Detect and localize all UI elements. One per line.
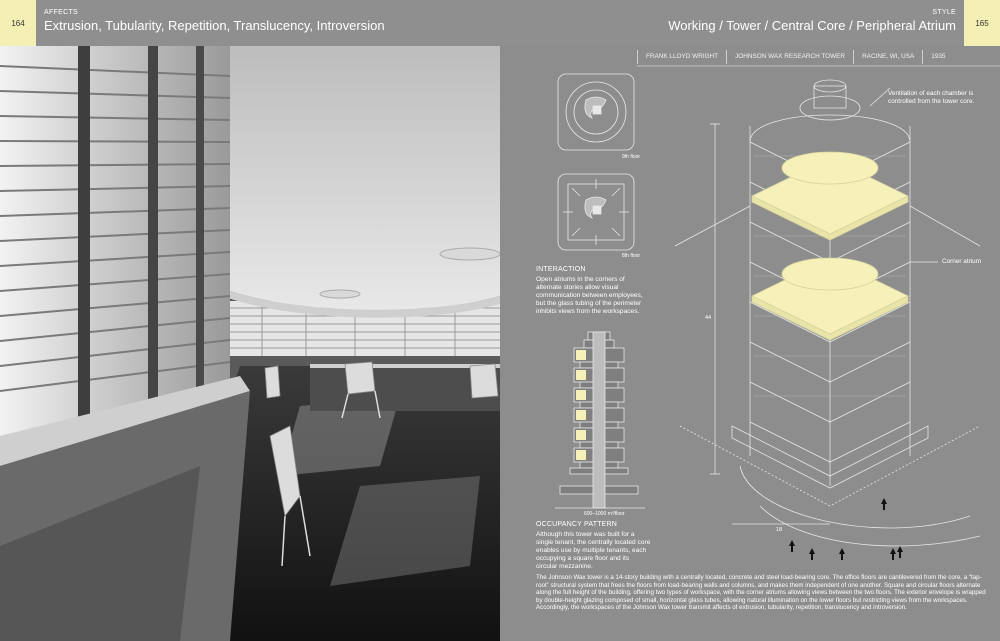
left-page-number: 164 [0, 0, 36, 46]
meta-year: 1935 [922, 50, 953, 64]
width-dimension: 18 [776, 527, 783, 533]
diagram-panel [500, 46, 1000, 641]
left-section-title: Extrusion, Tubularity, Repetition, Translucency, Introversion [44, 18, 385, 33]
interaction-heading: INTERACTION [536, 266, 586, 273]
meta-building: JOHNSON WAX RESEARCH TOWER [726, 50, 853, 64]
interior-rendering-image [0, 46, 500, 641]
height-dimension: 44 [705, 315, 712, 321]
right-section-title: Working / Tower / Central Core / Peripheral Atrium [668, 18, 956, 33]
right-page-number: 165 [964, 0, 1000, 46]
ventilation-callout: Ventilation of each chamber is controlled from the tower core. [888, 90, 975, 105]
occupancy-text: Although this tower was built for a single tenant, the centrally located core enables use by multiple tenants, each occupying a square floor and its circular mezzanine. [536, 531, 651, 570]
plan-9th-floor [558, 74, 634, 150]
plan-lower-label: 8th floor [622, 253, 641, 259]
interior-rendering [0, 46, 500, 641]
plan-8th-floor [558, 174, 634, 250]
left-section-label: AFFECTS [44, 9, 78, 16]
meta-architect: FRANK LLOYD WRIGHT [637, 50, 726, 64]
corner-atrium-callout: Corner atrium [942, 258, 982, 265]
area-label: 600–1000 m²/floor [584, 511, 625, 517]
interaction-text: Open atriums in the corners of alternate stories allow visual communication between employees, but the glass tubing of the perimeter inhibits views from the workspaces. [536, 276, 643, 315]
body-paragraph: The Johnson Wax tower is a 14-story building with a centrally located, concrete and steel load-bearing core. The office floors are cantilevered from the core, a “tap-root” structural system that frees the floors from load-bearing walls and columns, and makes them independent of one another. Square and circular floors alternate along the full height of the building, offering two types of workspace, with the corner atriums allowing views between the two floors. The exterior envelope is wrapped by double-height glazing composed of small, horizontal glass tubes, allowing natural illumination on the lower floors but restricting views from the workspaces. Accordingly, the workspaces of the Johnson Wax tower transmit affects of extrusion, tubularity, repetition, translucency and introversion. [536, 574, 986, 612]
occupancy-heading: OCCUPANCY PATTERN [536, 521, 618, 528]
meta-location: RACINE, WI, USA [853, 50, 922, 64]
right-section-label: STYLE [932, 9, 956, 16]
page-header [0, 0, 1000, 46]
plan-upper-label: 9th floor [622, 154, 641, 160]
tower-section [555, 332, 645, 508]
project-meta [637, 50, 953, 64]
